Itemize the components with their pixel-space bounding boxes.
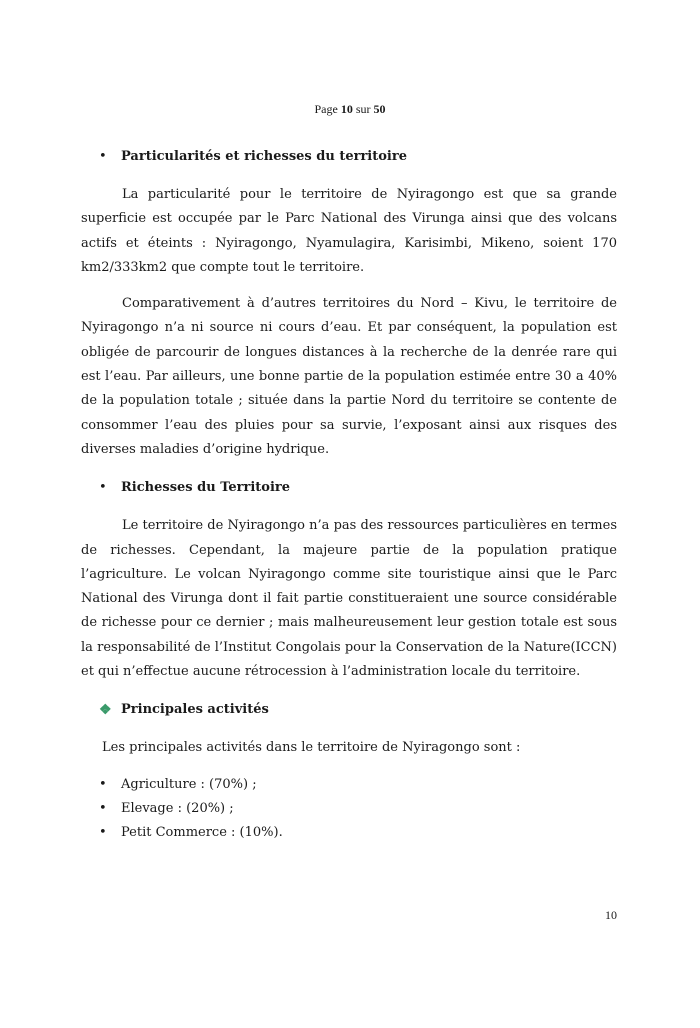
section-title: Principales activités xyxy=(121,702,269,718)
list-item xyxy=(99,773,617,797)
page-number: 10 xyxy=(605,908,617,922)
bullet-icon: • xyxy=(99,824,107,840)
list-item-text: Agriculture : (70%) ; xyxy=(121,776,257,792)
bullet-icon: • xyxy=(99,800,107,816)
bullet-icon: • xyxy=(99,148,107,164)
section-title: Richesses du Territoire xyxy=(121,480,291,496)
page-header xyxy=(0,102,700,117)
section-title: Particularités et richesses du territoire xyxy=(121,148,407,164)
list-item xyxy=(99,821,617,845)
section-heading-activites xyxy=(99,698,617,722)
paragraph: La particularité pour le territoire de Nyiragongo est que sa grande superficie est occupée par le Parc National des Virunga ainsi que des volcans actifs et éteints : Nyiragongo, Nyamulagira, Karisimbi, Mikeno, soient 170 km2/333km2 que compte tout le territoire. xyxy=(81,187,617,275)
list-item xyxy=(99,797,617,821)
diamond-bullet-icon: ❖ xyxy=(99,702,112,719)
paragraph: Le territoire de Nyiragongo n’a pas des ressources particulières en termes de richesses. Cependant, la majeure partie de la population pratique l’agriculture. Le volcan Nyiragongo comme site touristique ainsi que le Parc National des Virunga dont il fait partie constitueraient une source considérable de richesse pour ce dernier ; mais malheureusement leur gestion totale est sous la responsabilité de l’Institut Congolais pour la Conservation de la Nature(ICCN) et qui n’effectue aucune rétrocession à l’administration locale du territoire. xyxy=(81,518,617,680)
list-item-text: Petit Commerce : (10%). xyxy=(121,824,283,840)
list-intro: Les principales activités dans le territoire de Nyiragongo sont : xyxy=(102,740,521,756)
total-pages: 50 xyxy=(373,102,386,116)
section-heading-particularites xyxy=(99,145,617,169)
document-body xyxy=(81,145,617,845)
paragraph: Comparativement à d’autres territoires du Nord – Kivu, le territoire de Nyiragongo n’a ni source ni cours d’eau. Et par conséquent, la population est obligée de parcourir de longues distances à la recherche de la denrée rare qui est l’eau. Par ailleurs, une bonne partie de la population estimée entre 30 a 40% de la population totale ; située dans la partie Nord du territoire se contente de consommer l’eau des pluies pour sa survie, l’exposant ainsi aux risques des diverses maladies d’origine hydrique. xyxy=(81,296,617,457)
bullet-icon: • xyxy=(99,776,107,792)
bullet-icon: • xyxy=(99,480,107,496)
page-label: Page xyxy=(314,102,338,116)
page-sur: sur xyxy=(355,102,371,116)
list-item-text: Elevage : (20%) ; xyxy=(121,800,234,816)
section-heading-richesses xyxy=(99,476,617,500)
current-page: 10 xyxy=(340,102,353,116)
